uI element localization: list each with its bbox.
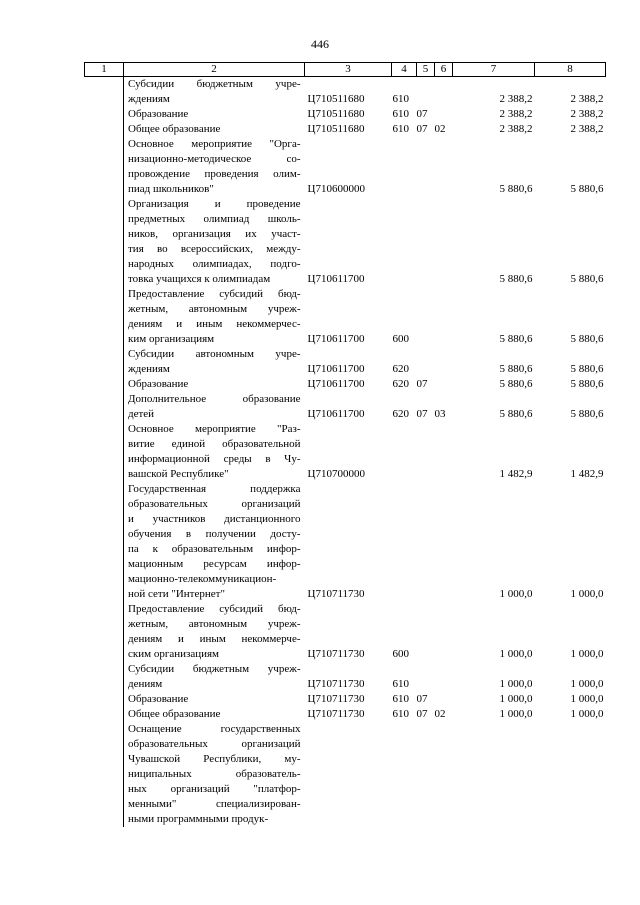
description-line: Образование <box>128 108 189 120</box>
row-subsection <box>435 722 453 827</box>
row-section <box>417 662 435 692</box>
row-col-1 <box>85 602 124 662</box>
description-line: жетным, автономным учреж- <box>128 303 301 315</box>
description-line: дениям и иным некоммерчес- <box>128 318 301 330</box>
description-line: Субсидии бюджетным учре- <box>128 78 301 90</box>
description-line: менными" специализирован- <box>128 798 301 810</box>
description-line: обучения в получении досту- <box>128 528 301 540</box>
row-code: Ц710700000 <box>307 468 365 480</box>
row-col-1 <box>85 197 124 287</box>
row-description <box>124 122 305 137</box>
description-line: Предоставление субсидий бюд- <box>128 603 301 615</box>
column-header-5: 5 <box>417 63 435 77</box>
description-line: тия во всероссийских, между- <box>128 243 301 255</box>
description-line: жетным, автономным учреж- <box>128 618 301 630</box>
row-description <box>124 392 305 422</box>
table-row <box>85 197 606 287</box>
row-section: 07 <box>416 408 428 420</box>
row-code: Ц710611700 <box>307 273 365 285</box>
row-subsection <box>435 602 453 662</box>
row-amount-8: 2 388,2 <box>570 93 604 105</box>
row-vr: 610 <box>392 678 409 690</box>
row-description <box>124 482 305 602</box>
row-col-1 <box>85 77 124 108</box>
row-subsection <box>435 692 453 707</box>
row-amount-7: 1 000,0 <box>499 588 533 600</box>
description-line: Чувашской Республики, му- <box>128 753 301 765</box>
row-section <box>417 287 435 347</box>
row-amount-7 <box>453 722 535 827</box>
row-subsection <box>435 197 453 287</box>
row-amount-7: 2 388,2 <box>499 108 533 120</box>
row-amount-8: 5 880,6 <box>570 378 604 390</box>
row-amount-7: 5 880,6 <box>499 183 533 195</box>
description-line: Организация и проведение <box>128 198 301 210</box>
description-line: Основное мероприятие "Орга- <box>128 138 301 150</box>
row-description <box>124 287 305 347</box>
description-line: ждениям <box>128 93 170 105</box>
row-amount-8: 1 000,0 <box>570 693 604 705</box>
column-header-7: 7 <box>453 63 535 77</box>
row-amount-8: 5 880,6 <box>570 183 604 195</box>
row-subsection <box>435 77 453 108</box>
row-amount-7: 1 000,0 <box>499 678 533 690</box>
row-subsection: 02 <box>434 708 446 720</box>
description-line: ными программными продук- <box>128 813 269 825</box>
row-code: Ц710511680 <box>307 93 365 105</box>
description-line: ским организациям <box>128 648 220 660</box>
row-vr <box>392 722 417 827</box>
row-description <box>124 722 305 827</box>
row-subsection <box>435 287 453 347</box>
row-col-1 <box>85 392 124 422</box>
row-section <box>417 422 435 482</box>
row-vr: 610 <box>392 108 409 120</box>
row-vr: 610 <box>392 93 409 105</box>
table-row <box>85 602 606 662</box>
table-row <box>85 707 606 722</box>
row-code: Ц710711730 <box>307 708 365 720</box>
table-row <box>85 482 606 602</box>
row-amount-8: 5 880,6 <box>570 273 604 285</box>
row-vr: 600 <box>392 333 409 345</box>
description-line: мационным ресурсам инфор- <box>128 558 301 570</box>
row-amount-7: 1 000,0 <box>499 693 533 705</box>
row-amount-7: 1 482,9 <box>499 468 533 480</box>
row-code <box>305 722 392 827</box>
row-vr <box>392 482 417 602</box>
row-amount-8: 1 000,0 <box>570 678 604 690</box>
row-vr: 620 <box>392 378 409 390</box>
row-col-1 <box>85 107 124 122</box>
row-section <box>417 482 435 602</box>
row-code: Ц710600000 <box>307 183 365 195</box>
table-row <box>85 137 606 197</box>
row-amount-8: 5 880,6 <box>570 408 604 420</box>
row-amount-8: 2 388,2 <box>570 123 604 135</box>
row-amount-8: 2 388,2 <box>570 108 604 120</box>
description-line: Субсидии автономным учре- <box>128 348 301 360</box>
row-vr: 620 <box>392 408 409 420</box>
column-header-4: 4 <box>392 63 417 77</box>
row-description <box>124 377 305 392</box>
row-amount-7: 1 000,0 <box>499 708 533 720</box>
description-line: дениям <box>128 678 163 690</box>
row-col-1 <box>85 347 124 377</box>
row-description <box>124 692 305 707</box>
row-code: Ц710711730 <box>307 648 365 660</box>
description-line: детей <box>128 408 155 420</box>
table-row <box>85 422 606 482</box>
table-row <box>85 722 606 827</box>
description-line: вашской Республике" <box>128 468 229 480</box>
row-vr <box>392 137 417 197</box>
row-description <box>124 137 305 197</box>
row-code: Ц710711730 <box>307 588 365 600</box>
row-amount-8: 1 000,0 <box>570 708 604 720</box>
table-row <box>85 122 606 137</box>
row-amount-7: 5 880,6 <box>499 363 533 375</box>
description-line: ниципальных образователь- <box>128 768 301 780</box>
table-row <box>85 662 606 692</box>
description-line: информационной среды в Чу- <box>128 453 301 465</box>
description-line: народных олимпиадах, подго- <box>128 258 301 270</box>
row-code: Ц710611700 <box>307 378 365 390</box>
table-row <box>85 77 606 108</box>
description-line: товка учащихся к олимпиадам <box>128 273 271 285</box>
row-section: 07 <box>416 108 428 120</box>
description-line: Основное мероприятие "Раз- <box>128 423 301 435</box>
row-col-1 <box>85 722 124 827</box>
row-amount-7: 5 880,6 <box>499 378 533 390</box>
row-subsection: 03 <box>434 408 446 420</box>
row-code: Ц710511680 <box>307 108 365 120</box>
column-header-3: 3 <box>305 63 392 77</box>
table-row <box>85 392 606 422</box>
table-row <box>85 107 606 122</box>
description-line: мационно-телекоммуникацион- <box>128 573 277 585</box>
row-code: Ц710611700 <box>307 333 365 345</box>
description-line: ников, организация их участ- <box>128 228 301 240</box>
table-row <box>85 377 606 392</box>
row-amount-7: 2 388,2 <box>499 93 533 105</box>
row-description <box>124 77 305 108</box>
row-vr: 620 <box>392 363 409 375</box>
row-amount-8: 1 000,0 <box>570 588 604 600</box>
row-vr <box>392 422 417 482</box>
row-vr <box>392 197 417 287</box>
row-subsection <box>435 422 453 482</box>
row-amount-8: 1 482,9 <box>570 468 604 480</box>
description-line: Субсидии бюджетным учреж- <box>128 663 301 675</box>
row-col-1 <box>85 482 124 602</box>
row-col-1 <box>85 287 124 347</box>
description-line: дениям и иным некоммерче- <box>128 633 301 645</box>
description-line: провождение проведения олим- <box>128 168 301 180</box>
row-subsection <box>435 482 453 602</box>
description-line: Государственная поддержка <box>128 483 301 495</box>
row-description <box>124 602 305 662</box>
column-header-2: 2 <box>124 63 305 77</box>
row-col-1 <box>85 422 124 482</box>
description-line: Общее образование <box>128 123 221 135</box>
row-amount-8 <box>535 722 606 827</box>
row-section <box>417 77 435 108</box>
column-header-1: 1 <box>85 63 124 77</box>
description-line: образовательных организаций <box>128 738 301 750</box>
row-amount-8: 1 000,0 <box>570 648 604 660</box>
row-code: Ц710611700 <box>307 363 365 375</box>
row-subsection <box>435 662 453 692</box>
row-amount-7: 5 880,6 <box>499 333 533 345</box>
row-col-1 <box>85 137 124 197</box>
row-amount-8: 5 880,6 <box>570 333 604 345</box>
row-section <box>417 722 435 827</box>
row-amount-7: 1 000,0 <box>499 648 533 660</box>
row-description <box>124 707 305 722</box>
description-line: витие единой образовательной <box>128 438 301 450</box>
row-subsection <box>435 107 453 122</box>
table-row <box>85 347 606 377</box>
table-row <box>85 692 606 707</box>
row-vr: 610 <box>392 708 409 720</box>
row-section: 07 <box>416 693 428 705</box>
description-line: низационно-методическое со- <box>128 153 301 165</box>
description-line: ждениям <box>128 363 170 375</box>
description-line: Образование <box>128 693 189 705</box>
description-line: образовательных организаций <box>128 498 301 510</box>
row-description <box>124 347 305 377</box>
row-amount-7: 5 880,6 <box>499 273 533 285</box>
column-header-6: 6 <box>435 63 453 77</box>
row-section <box>417 602 435 662</box>
row-description <box>124 107 305 122</box>
row-subsection <box>435 137 453 197</box>
row-vr: 610 <box>392 693 409 705</box>
description-line: ной сети "Интернет" <box>128 588 225 600</box>
description-line: ким организациям <box>128 333 215 345</box>
row-amount-8: 5 880,6 <box>570 363 604 375</box>
description-line: Предоставление субсидий бюд- <box>128 288 301 300</box>
description-line: Оснащение государственных <box>128 723 301 735</box>
row-code: Ц710711730 <box>307 693 365 705</box>
row-section <box>417 137 435 197</box>
row-code: Ц710711730 <box>307 678 365 690</box>
row-description <box>124 197 305 287</box>
row-description <box>124 422 305 482</box>
description-line: предметных олимпиад школь- <box>128 213 301 225</box>
row-code: Ц710611700 <box>307 408 365 420</box>
description-line: пиад школьников" <box>128 183 214 195</box>
row-section <box>417 347 435 377</box>
description-line: Общее образование <box>128 708 221 720</box>
table-row <box>85 287 606 347</box>
row-col-1 <box>85 122 124 137</box>
row-amount-7: 5 880,6 <box>499 408 533 420</box>
table-header <box>85 63 606 77</box>
page-number: 446 <box>311 37 329 51</box>
row-vr: 610 <box>392 123 409 135</box>
row-subsection <box>435 347 453 377</box>
row-section: 07 <box>416 708 428 720</box>
description-line: па к образовательным инфор- <box>128 543 301 555</box>
budget-table <box>84 62 606 827</box>
row-amount-7: 2 388,2 <box>499 123 533 135</box>
table-body <box>85 77 606 828</box>
row-vr: 600 <box>392 648 409 660</box>
row-section: 07 <box>416 123 428 135</box>
description-line: ных организаций "платфор- <box>128 783 301 795</box>
row-code: Ц710511680 <box>307 123 365 135</box>
row-col-1 <box>85 377 124 392</box>
row-subsection: 02 <box>434 123 446 135</box>
row-col-1 <box>85 707 124 722</box>
row-col-1 <box>85 692 124 707</box>
column-header-8: 8 <box>535 63 606 77</box>
row-subsection <box>435 377 453 392</box>
description-line: Дополнительное образование <box>128 393 301 405</box>
description-line: Образование <box>128 378 189 390</box>
row-section: 07 <box>416 378 428 390</box>
description-line: и участников дистанционного <box>128 513 301 525</box>
row-col-1 <box>85 662 124 692</box>
row-section <box>417 197 435 287</box>
row-description <box>124 662 305 692</box>
